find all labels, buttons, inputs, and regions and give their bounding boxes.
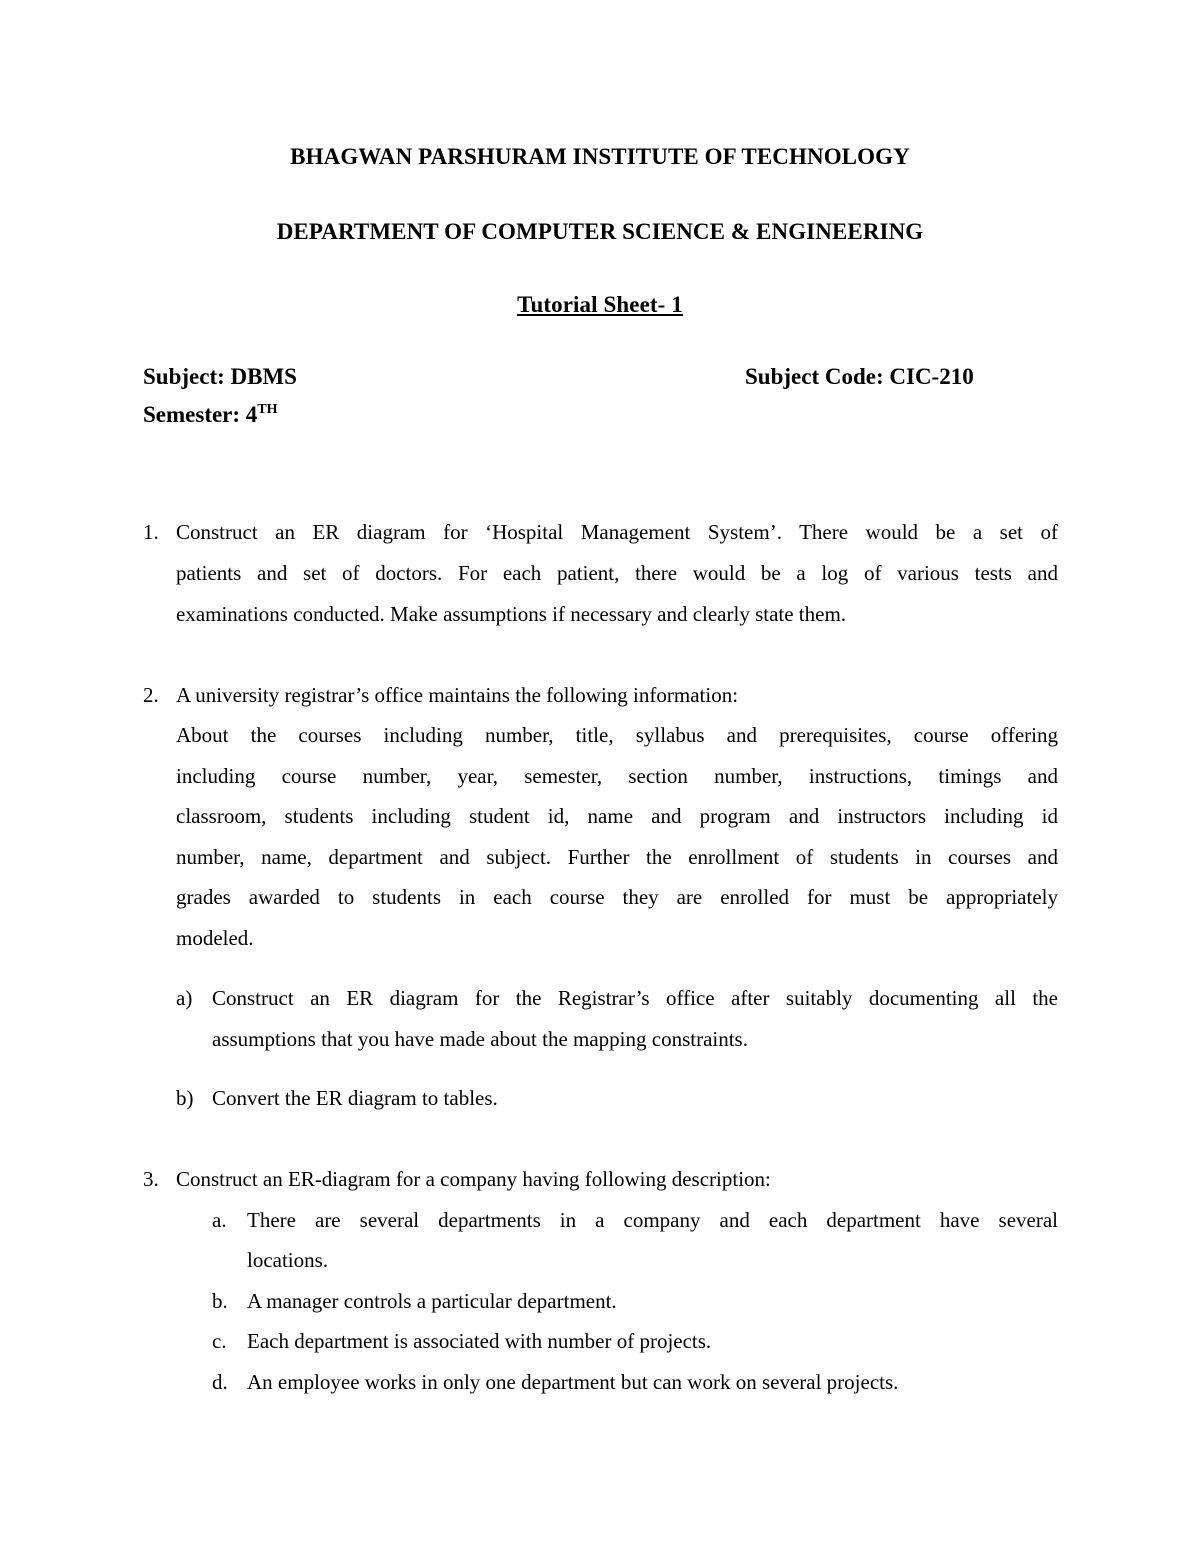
question-2b-label: b)	[176, 1086, 194, 1110]
question-3-line-1: Construct an ER-diagram for a company having following description:	[176, 1167, 771, 1191]
question-3a-line-2: locations.	[247, 1248, 329, 1272]
subject-code-label: Subject Code: CIC-210	[745, 364, 974, 389]
question-2-number: 2.	[143, 683, 159, 707]
semester-label	[143, 402, 278, 428]
question-1-line-3: examinations conducted. Make assumptions if necessary and clearly state them.	[176, 602, 847, 626]
question-2-line-7: modeled.	[176, 926, 254, 950]
question-3a-label: a.	[212, 1208, 227, 1232]
question-3a-line-1: There are several departments in a company and each department have several	[247, 1208, 1058, 1232]
question-2a-line-1: Construct an ER diagram for the Registrar’s office after suitably documenting all the	[212, 986, 1058, 1010]
question-2a-label: a)	[176, 986, 193, 1010]
institute-name: BHAGWAN PARSHURAM INSTITUTE OF TECHNOLOGY	[290, 144, 910, 169]
semester-text: Semester: 4	[143, 402, 258, 427]
question-2-line-3: including course number, year, semester, section number, instructions, timings and	[176, 764, 1058, 788]
question-2-line-4: classroom, students including student id, name and program and instructors including id	[176, 804, 1058, 828]
question-3c-label: c.	[212, 1329, 227, 1353]
subject-label: Subject: DBMS	[143, 364, 297, 389]
question-1-number: 1.	[143, 520, 159, 544]
question-2-line-5: number, name, department and subject. Further the enrollment of students in courses and	[176, 845, 1058, 869]
question-1-line-2: patients and set of doctors. For each patient, there would be a log of various tests and	[176, 561, 1058, 585]
question-3c-line-1: Each department is associated with number of projects.	[247, 1329, 712, 1353]
sheet-title: Tutorial Sheet- 1	[517, 292, 683, 317]
question-3d-label: d.	[212, 1370, 228, 1394]
question-2-line-2: About the courses including number, title, syllabus and prerequisites, course offering	[176, 723, 1058, 747]
question-3-number: 3.	[143, 1167, 159, 1191]
semester-superscript: TH	[257, 402, 278, 417]
question-3b-line-1: A manager controls a particular department.	[247, 1289, 617, 1313]
department-name: DEPARTMENT OF COMPUTER SCIENCE & ENGINEERING	[276, 219, 924, 244]
question-1-line-1: Construct an ER diagram for ‘Hospital Management System’. There would be a set of	[176, 520, 1058, 544]
question-3b-label: b.	[212, 1289, 228, 1313]
question-3d-line-1: An employee works in only one department but can work on several projects.	[247, 1370, 899, 1394]
question-2b-line-1: Convert the ER diagram to tables.	[212, 1086, 498, 1110]
question-2-line-6: grades awarded to students in each course they are enrolled for must be appropriately	[176, 885, 1058, 909]
question-2a-line-2: assumptions that you have made about the mapping constraints.	[212, 1027, 748, 1051]
question-2-line-1: A university registrar’s office maintains the following information:	[176, 683, 739, 707]
